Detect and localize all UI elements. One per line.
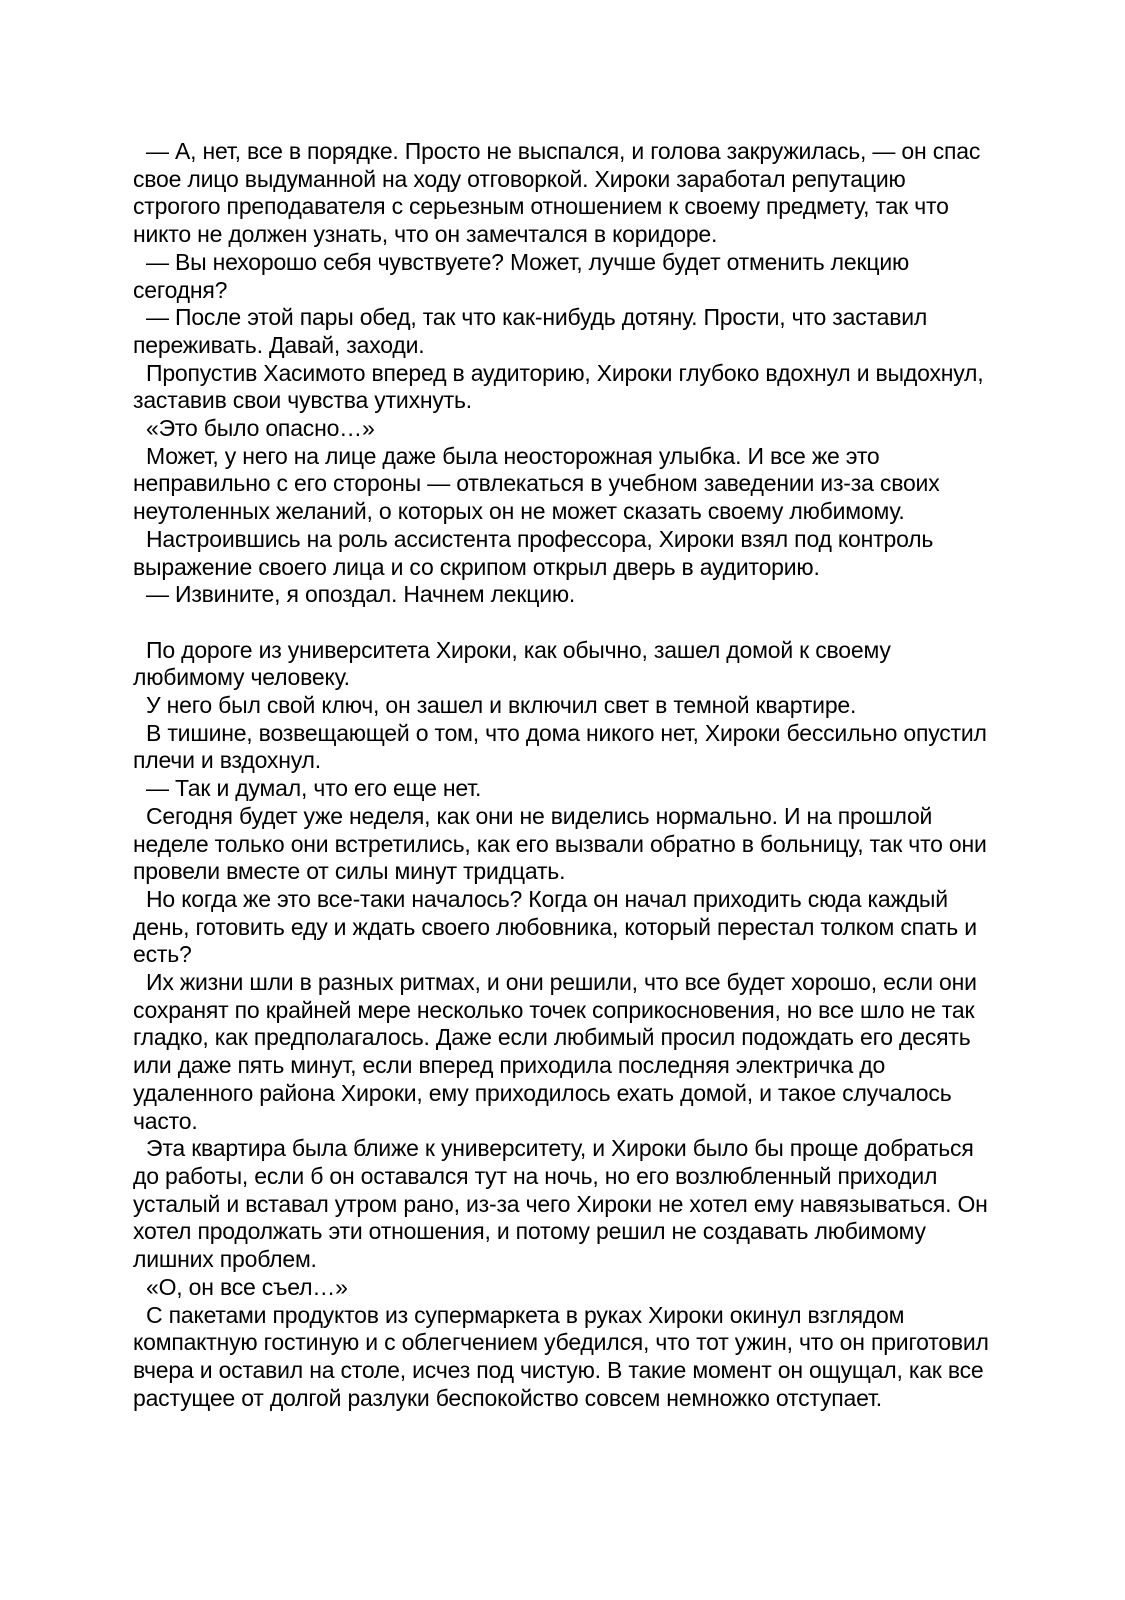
paragraph: Их жизни шли в разных ритмах, и они решили, что все будет хорошо, если они сохранят по крайней мере несколько точек соприкосновения, но все шло не так гладко, как предполагалось. Даже если любимый просил подождать его десять или даже пять минут, если вперед приходила последняя электричка до удаленного района Хироки, ему приходилось ехать домой, и такое случалось часто. — [133, 969, 977, 1134]
paragraph: По дороге из университета Хироки, как обычно, зашел домой к своему любимому человеку. — [133, 636, 891, 691]
paragraph: Пропустив Хасимото вперед в аудиторию, Хироки глубоко вдохнул и выдохнул, заставив свои чувства утихнуть. — [133, 359, 984, 414]
paragraph: Настроившись на роль ассистента профессора, Хироки взял под контроль выражение своего лица и со скрипом открыл дверь в аудиторию. — [133, 525, 934, 580]
paragraph: — А, нет, все в порядке. Просто не выспался, и голова закружилась, — он спас свое лицо выдуманной на ходу отговоркой. Хироки заработал репутацию строгого преподавателя с серьезным отношением к своему предмету, так что никто не должен узнать, что он замечтался в коридоре. — [133, 138, 981, 248]
paragraph: У него был свой ключ, он зашел и включил свет в темной квартире. — [146, 692, 857, 719]
paragraph: — Так и думал, что его еще нет. — [146, 775, 482, 802]
paragraph: — Извините, я опоздал. Начнем лекцию. — [146, 581, 576, 608]
paragraph: Может, у него на лице даже была неосторожная улыбка. И все же это неправильно с его стороны — отвлекаться в учебном заведении из-за своих неутоленных желаний, о которых он не может сказать своему любимому. — [133, 442, 940, 525]
paragraph: Но когда же это все-таки началось? Когда он начал приходить сюда каждый день, готовить еду и ждать своего любовника, который перестал толком спать и есть? — [133, 885, 977, 968]
paragraph: В тишине, возвещающей о том, что дома никого нет, Хироки бессильно опустил плечи и вздохнул. — [133, 719, 987, 774]
text-content — [133, 138, 993, 1412]
paragraph: — После этой пары обед, так что как-нибудь дотяну. Прости, что заставил переживать. Давай, заходи. — [133, 304, 928, 358]
paragraph: «Это было опасно…» — [146, 415, 375, 442]
paragraph: Сегодня будет уже неделя, как они не виделись нормально. И на прошлой неделе только они встретились, как его вызвали обратно в больницу, так что они провели вместе от силы минут тридцать. — [133, 802, 987, 885]
paragraph: — Вы нехорошо себя чувствуете? Может, лучше будет отменить лекцию сегодня? — [133, 248, 910, 303]
paragraph: Эта квартира была ближе к университету, и Хироки было бы проще добраться до работы, если б он оставался тут на ночь, но его возлюбленный приходил усталый и вставал утром рано, из-за чего Хироки не хотел ему навязываться. Он хотел продолжать эти отношения, и потому решил не создавать любимому лишних проблем. — [133, 1135, 988, 1273]
paragraph: «О, он все съел…» — [146, 1273, 348, 1300]
paragraph: С пакетами продуктов из супермаркета в руках Хироки окинул взглядом компактную гостиную и с облегчением убедился, что тот ужин, что он приготовил вчера и оставил на столе, исчез под чистую. В такие момент он ощущал, как все растущее от долгой разлуки беспокойство совсем немножко отступает. — [133, 1301, 989, 1411]
